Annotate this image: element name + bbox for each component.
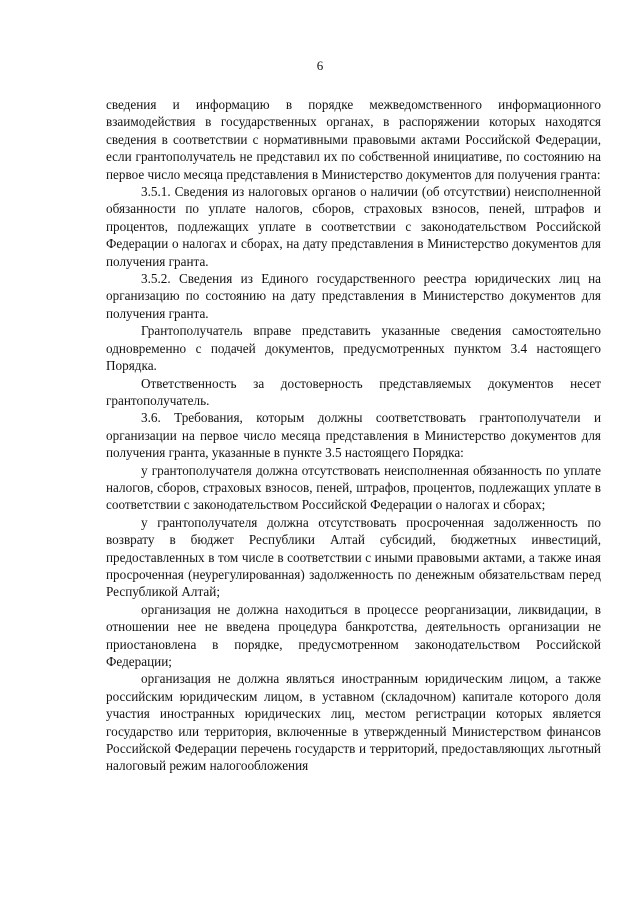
paragraph-responsibility: Ответственность за достоверность представляемых документов несет грантополучатель. — [106, 375, 601, 408]
paragraph-3-5-1: 3.5.1. Сведения из налоговых органов о наличии (об отсутствии) неисполненной обязанности по уплате налогов, сборов, страховых взносов, пеней, штрафов и процентов, подлежащих уплате в соответствии с законодательством Российской Федерации о налогах и сборах, на дату представления в Министерство документов для получения гранта. — [106, 184, 601, 269]
page-number: 6 — [316, 58, 324, 73]
paragraph-3-6: 3.6. Требования, которым должны соответствовать грантополучатели и организации на первое число месяца представления в Министерство документов для получения гранта, указанные в пункте 3.5 настоящего Порядка: — [106, 410, 601, 461]
requirement-no-reorganization: организация не должна находиться в процессе реорганизации, ликвидации, в отношении нее не введена процедура банкротства, деятельность организации не приостановлена в порядке, предусмотренном законодательством Российской Федерации; — [106, 601, 601, 669]
paragraph-3-5-2: 3.5.2. Сведения из Единого государственного реестра юридических лиц на организацию по состоянию на дату представления в Министерство документов для получения гранта. — [106, 271, 601, 321]
requirement-not-foreign-entity: организация не должна являться иностранным юридическим лицом, а также российским юридическим лицом, в уставном (складочном) капитале которого доля участия иностранных юридических лиц, местом регистрации которых является государство или территория, включенные в утвержденный Министерством финансов Российской Федерации перечень государств и территорий, предоставляющих льготный налоговый режим налогообложения — [106, 671, 601, 774]
requirement-tax-obligations: у грантополучателя должна отсутствовать неисполненная обязанность по уплате налогов, сборов, страховых взносов, пеней, штрафов, процентов, подлежащих уплате в соответствии с законодательством Российской Федерации о налогах и сборах; — [106, 462, 601, 513]
document-body — [106, 96, 601, 775]
requirement-no-overdue-debt: у грантополучателя должна отсутствовать просроченная задолженность по возврату в бюджет Республики Алтай субсидий, бюджетных инвестиций, предоставленных в том числе в соответствии с иными правовыми актами, а также иная просроченная (неурегулированная) задолженность по денежным обязательствам перед Республикой Алтай; — [106, 514, 601, 600]
paragraph-continued-intro: сведения и информацию в порядке межведомственного информационного взаимодействия в государственных органах, в распоряжении которых находятся сведения в соответствии с нормативными правовыми актами Российской Федерации, если грантополучатель не представил их по собственной инициативе, по состоянию на первое число месяца представления в Министерство документов для получения гранта: — [106, 97, 601, 182]
paragraph-right-to-submit: Грантополучатель вправе представить указанные сведения самостоятельно одновременно с подачей документов, предусмотренных пунктом 3.4 настоящего Порядка. — [106, 323, 601, 374]
